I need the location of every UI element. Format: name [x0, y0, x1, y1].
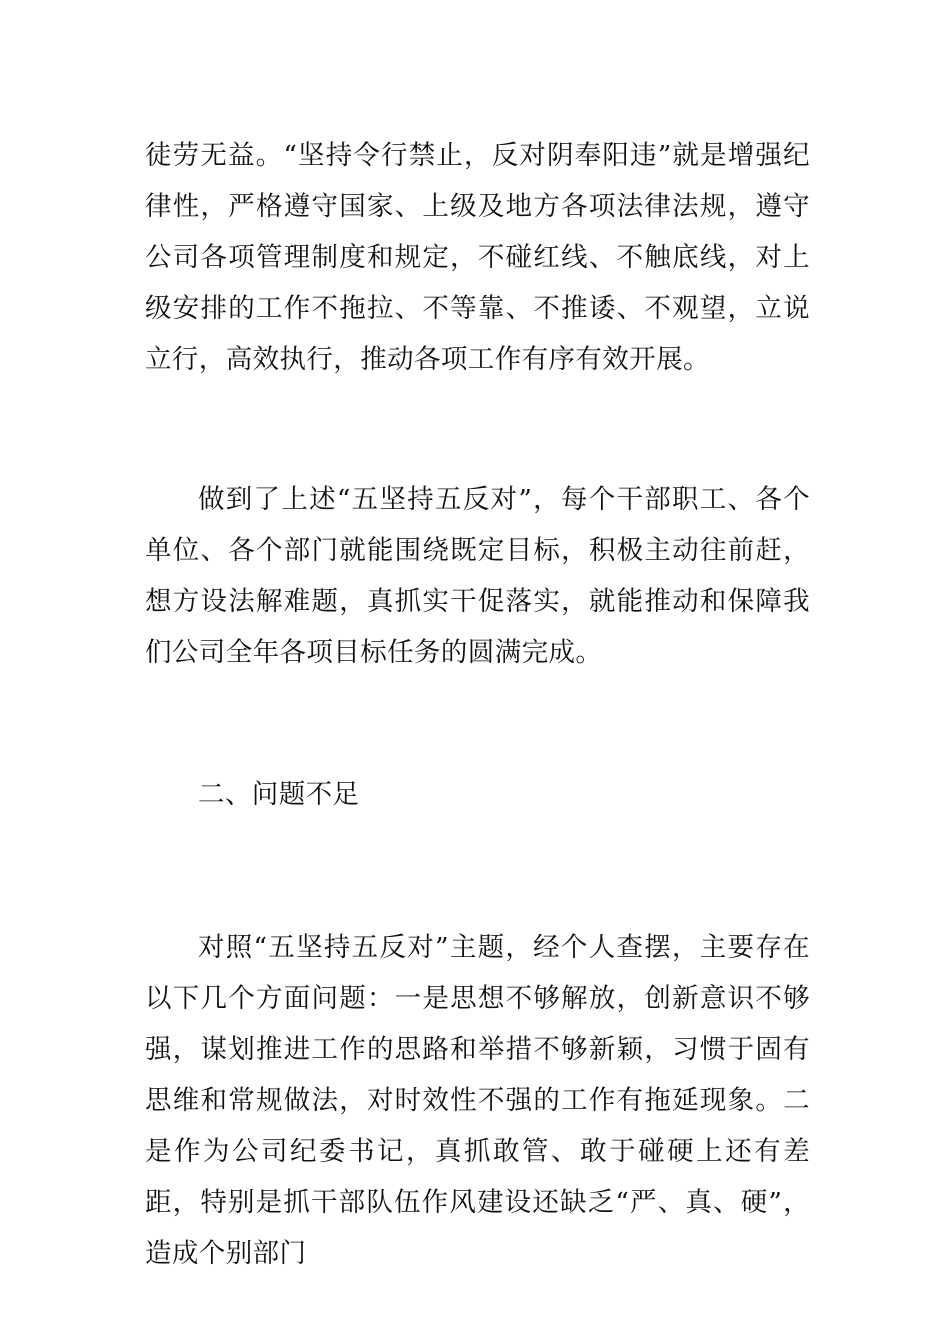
section-heading: 二、问题不足 — [198, 779, 360, 810]
paragraph-summary: 做到了上述“五坚持五反对”，每个干部职工、各个单位、各个部门就能围绕既定目标，积极主动往前赶，想方设法解难题，真抓实干促落实，就能推动和保障我们公司全年各项目标任务的圆满完成。 — [145, 484, 810, 668]
paragraph-problems: 对照“五坚持五反对”主题，经个人查摆，主要存在以下几个方面问题：一是思想不够解放，创新意识不够强，谋划推进工作的思路和举措不够新颖，习惯于固有思维和常规做法，对时效性不强的工作有拖延现象。二是作为公司纪委书记，真抓敢管、敢于碰硬上还有差距，特别是抓干部队伍作风建设还缺乏“严、真、硬”，造成个别部门 — [145, 932, 810, 1269]
paragraph-continuation: 徒劳无益。“坚持令行禁止，反对阴奉阳违”就是增强纪律性，严格遵守国家、上级及地方各项法律法规，遵守公司各项管理制度和规定，不碰红线、不触底线，对上级安排的工作不拖拉、不等靠、不推诿、不观望，立说立行，高效执行，推动各项工作有序有效开展。 — [145, 140, 810, 375]
